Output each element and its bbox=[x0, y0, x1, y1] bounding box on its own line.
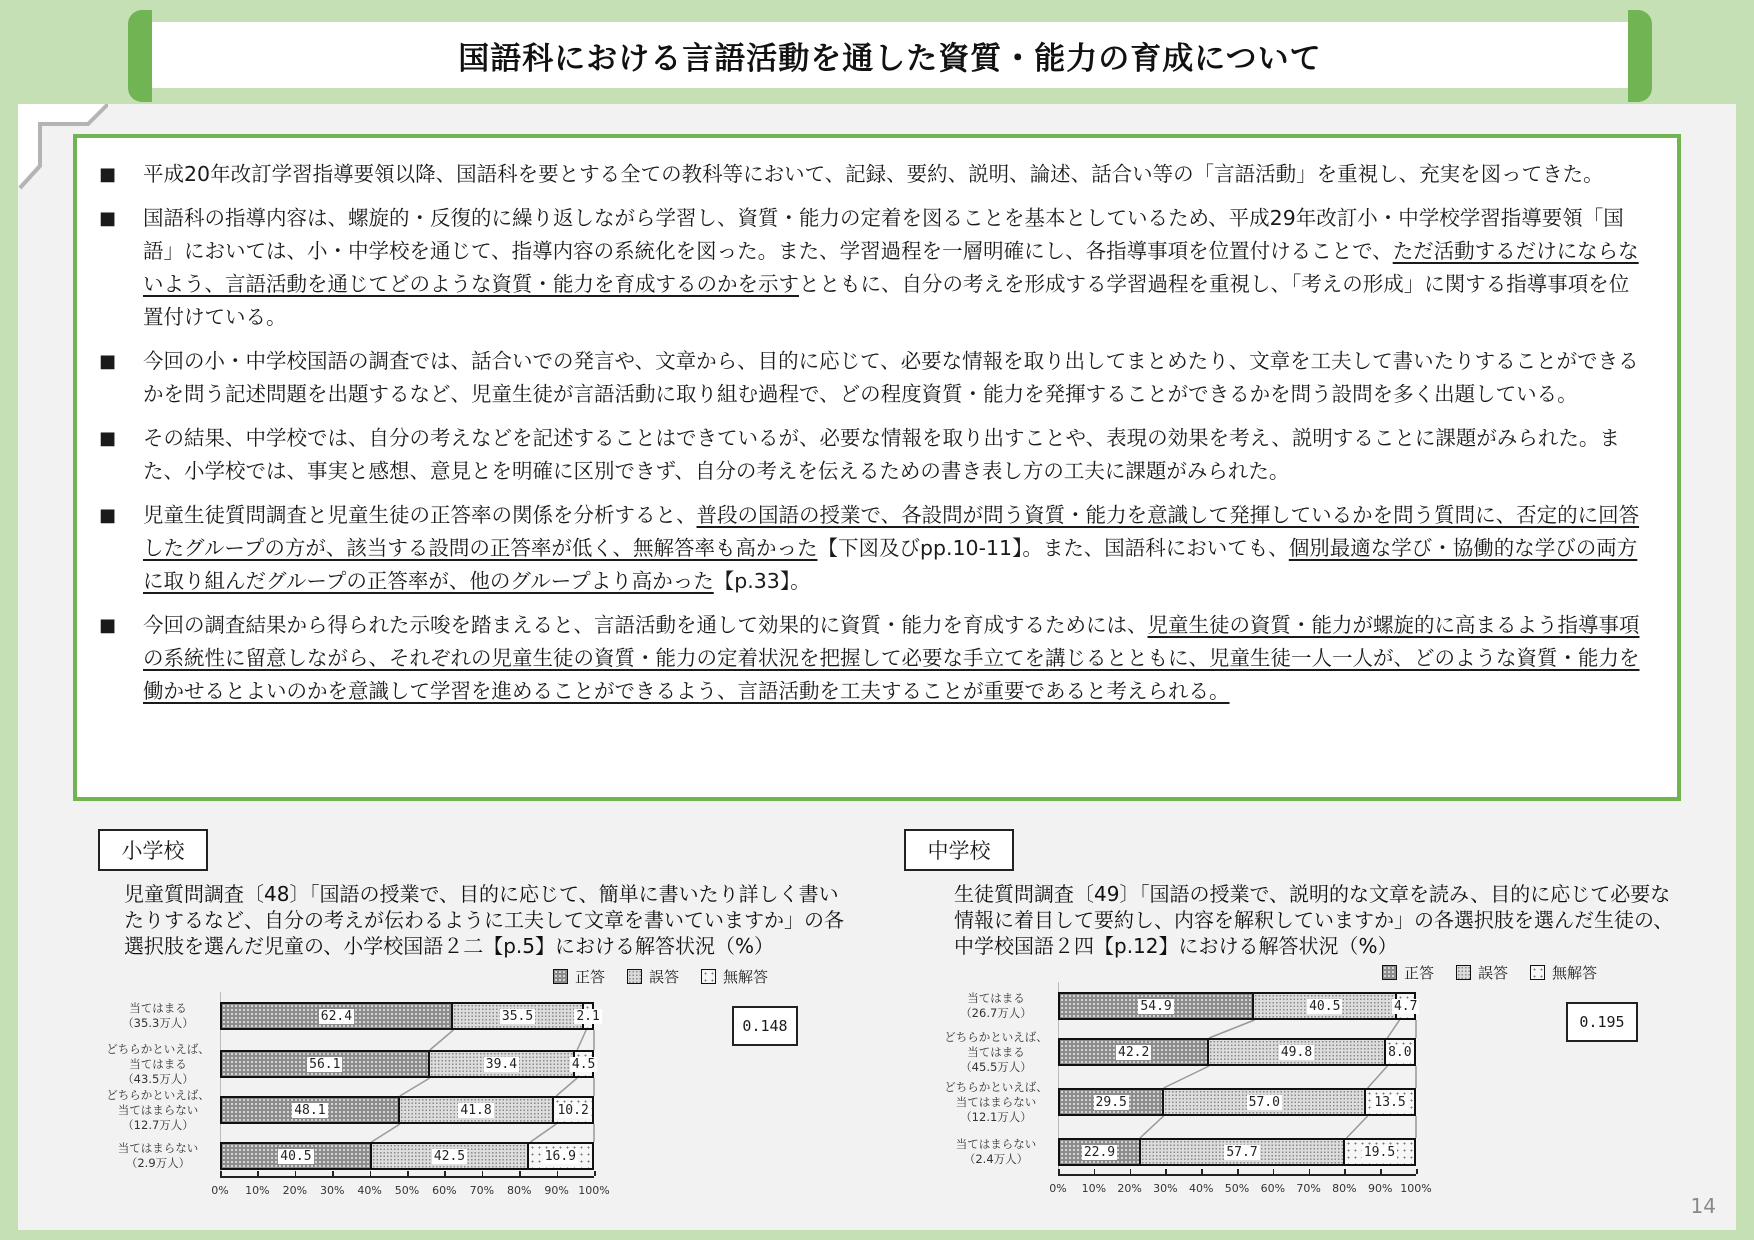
junior-caption: 生徒質問調査〔49〕「国語の授業で、説明的な文章を読み、目的に応じて必要な情報に着目して要約し、内容を解釈していますか」の各選択肢を選んだ生徒の、中学校国語２四【p.12】における解答状況（%） bbox=[954, 882, 1674, 958]
legend-label: 正答 bbox=[575, 968, 606, 986]
bar-segment-correct bbox=[1060, 1140, 1141, 1164]
bullet-text bbox=[143, 158, 1604, 191]
value-label: 42.5 bbox=[433, 1148, 466, 1164]
page-number: 14 bbox=[1690, 1194, 1716, 1218]
body-text: 【下図及びpp.10-11】。また、国語科においても、 bbox=[817, 536, 1289, 560]
body-text: 今回の小・中学校国語の調査では、話合いでの発言や、文章から、目的に応じて、必要な情報を取り出してまとめたり、文章を工夫して書いたりすることができるかを問う記述問題を出題するなど、児童生徒が言語活動に取り組む過程で、どの程度資質・能力を発揮することができるかを問う設問を多く出題している。 bbox=[143, 349, 1639, 406]
legend-correct bbox=[553, 966, 605, 987]
x-tick-label: 10% bbox=[245, 1184, 270, 1197]
value-label: 10.2 bbox=[557, 1102, 589, 1118]
category-label-line: （12.7万人） bbox=[122, 1117, 194, 1132]
stacked-bar bbox=[220, 1002, 600, 1030]
legend-label: 誤答 bbox=[649, 968, 680, 986]
value-label: 4.7 bbox=[1393, 998, 1418, 1014]
bullet-item bbox=[97, 422, 1643, 488]
x-tick bbox=[1309, 1169, 1311, 1174]
x-tick-label: 50% bbox=[394, 1184, 420, 1197]
x-tick-label: 0% bbox=[1049, 1182, 1067, 1195]
bullet-text bbox=[143, 499, 1643, 598]
category-label bbox=[936, 991, 1056, 1021]
elementary-label: 小学校 bbox=[98, 829, 208, 871]
stacked-bar bbox=[1058, 992, 1416, 1020]
x-tick bbox=[1416, 1169, 1418, 1174]
square-bullet-icon: ■ bbox=[99, 351, 117, 372]
body-text: とともに、自分の考えを形成する学習過程を重視し、「考えの形成」に関する指導事項を位置付けている。 bbox=[143, 272, 1630, 329]
category-label-line: 当てはまる bbox=[967, 1044, 1025, 1059]
category-label bbox=[98, 1042, 218, 1087]
stacked-bar bbox=[1058, 1038, 1416, 1066]
legend-label: 正答 bbox=[1404, 964, 1435, 982]
value-label: 22.9 bbox=[1083, 1144, 1116, 1160]
x-tick-label: 100% bbox=[578, 1184, 610, 1197]
category-label-line: （12.1万人） bbox=[960, 1109, 1032, 1124]
wrong-swatch-icon bbox=[627, 969, 642, 984]
x-tick-label: 60% bbox=[432, 1184, 457, 1197]
x-tick-label: 100% bbox=[1400, 1182, 1432, 1195]
category-label-line: どちらかといえば、 bbox=[944, 1079, 1048, 1094]
legend-wrong bbox=[627, 966, 679, 987]
x-tick bbox=[1380, 1169, 1382, 1174]
x-tick-label: 40% bbox=[357, 1184, 382, 1197]
elementary-correlation: 0.148 bbox=[732, 1006, 798, 1046]
bar-segment-none bbox=[1345, 1140, 1414, 1164]
square-bullet-icon: ■ bbox=[99, 615, 117, 636]
x-tick bbox=[1130, 1169, 1132, 1174]
x-tick bbox=[482, 1171, 484, 1176]
value-label: 56.1 bbox=[309, 1056, 341, 1072]
stacked-bar bbox=[1058, 1088, 1416, 1116]
bar-segment-correct bbox=[222, 1052, 430, 1076]
bar-segment-none bbox=[1366, 1090, 1414, 1114]
legend-label: 誤答 bbox=[1478, 964, 1509, 982]
x-tick bbox=[295, 1171, 297, 1176]
category-label bbox=[98, 1141, 218, 1171]
bar-segment-none bbox=[554, 1098, 592, 1122]
junior-label: 中学校 bbox=[904, 829, 1014, 871]
x-tick-label: 70% bbox=[469, 1184, 495, 1197]
category-label-line: （45.5万人） bbox=[960, 1059, 1032, 1074]
stacked-bar bbox=[220, 1050, 594, 1078]
bullet-item bbox=[97, 499, 1643, 598]
x-tick-label: 40% bbox=[1188, 1182, 1214, 1195]
category-label-line: どちらかといえば、 bbox=[106, 1087, 210, 1102]
x-tick bbox=[370, 1171, 372, 1176]
bullet-item bbox=[97, 202, 1643, 334]
x-tick bbox=[444, 1171, 446, 1176]
bar-segment-correct bbox=[1060, 1040, 1209, 1064]
category-label-line: どちらかといえば、 bbox=[944, 1029, 1048, 1044]
category-label-line: 当てはまらない bbox=[955, 1094, 1037, 1109]
square-bullet-icon: ■ bbox=[99, 208, 117, 229]
summary-box bbox=[73, 134, 1681, 801]
body-text: 国語科の指導内容は、螺旋的・反復的に繰り返しながら学習し、資質・能力の定着を図ることを基本としているため、平成29年改訂小・中学校学習指導要領「国語」においては、小・中学校を通じて、指導内容の系統化を図った。また、学習過程を一層明確にし、各指導事項を位置付けることで、 bbox=[143, 206, 1624, 263]
value-label: 29.5 bbox=[1095, 1094, 1127, 1110]
page-title: 国語科における言語活動を通した資質・能力の育成について bbox=[458, 40, 1322, 77]
x-tick bbox=[257, 1171, 259, 1176]
stacked-bar bbox=[220, 1096, 594, 1124]
title-bracket-right bbox=[1628, 10, 1652, 102]
value-label: 35.5 bbox=[501, 1008, 534, 1024]
x-tick-label: 80% bbox=[1332, 1182, 1357, 1195]
legend-label: 無解答 bbox=[723, 968, 769, 986]
body-text: 平成20年改訂学習指導要領以降、国語科を要とする全ての教科等において、記録、要約、説明、論述、話合い等の「言語活動」を重視し、充実を図ってきた。 bbox=[143, 162, 1604, 186]
stacked-bar bbox=[1058, 1138, 1416, 1166]
body-text: 【p.33】。 bbox=[713, 569, 811, 593]
bullet-text bbox=[143, 422, 1643, 488]
bar-segment-none bbox=[529, 1144, 592, 1168]
x-tick bbox=[1237, 1169, 1239, 1174]
x-axis-line bbox=[220, 1176, 594, 1178]
x-axis-line bbox=[1058, 1174, 1416, 1176]
category-label-line: 当てはまらない bbox=[955, 1137, 1037, 1151]
value-label: 57.7 bbox=[1226, 1144, 1258, 1160]
category-label-line: 当てはまらない bbox=[117, 1141, 199, 1155]
x-tick-label: 60% bbox=[1260, 1182, 1286, 1195]
category-label-line: （35.3万人） bbox=[122, 1016, 194, 1030]
title-bracket-left bbox=[128, 10, 152, 102]
stacked-bar bbox=[220, 1142, 594, 1170]
value-label: 49.8 bbox=[1280, 1044, 1313, 1060]
category-label-line: 当てはまる bbox=[967, 991, 1025, 1005]
x-tick bbox=[1201, 1169, 1203, 1174]
bar-segment-correct bbox=[222, 1098, 400, 1122]
x-tick-label: 90% bbox=[544, 1184, 569, 1197]
x-tick bbox=[332, 1171, 334, 1176]
category-label-line: （43.5万人） bbox=[122, 1071, 194, 1086]
bullet-text bbox=[143, 345, 1643, 411]
category-label-line: 当てはまらない bbox=[117, 1102, 199, 1117]
value-label: 2.1 bbox=[576, 1008, 600, 1024]
bar-segment-correct bbox=[1060, 1090, 1164, 1114]
bullet-item bbox=[97, 345, 1643, 411]
bullet-item bbox=[97, 158, 1643, 191]
category-label-line: （2.4万人） bbox=[963, 1152, 1029, 1166]
value-label: 40.5 bbox=[1309, 998, 1341, 1014]
bullet-text bbox=[143, 609, 1643, 708]
x-tick bbox=[594, 1171, 596, 1176]
bar-segment-correct bbox=[222, 1004, 453, 1028]
emphasis-text: 個別最適な学び・協働的な学びの両方に取り組んだグループの正答率が、他のグループより高かった bbox=[143, 536, 1638, 593]
x-tick-label: 30% bbox=[1153, 1182, 1178, 1195]
x-tick-label: 10% bbox=[1081, 1182, 1107, 1195]
x-tick-label: 50% bbox=[1224, 1182, 1250, 1195]
correct-swatch-icon bbox=[553, 969, 568, 984]
bar-segment-correct bbox=[222, 1144, 372, 1168]
x-tick bbox=[220, 1171, 222, 1176]
x-tick bbox=[1273, 1169, 1275, 1174]
x-tick-label: 90% bbox=[1367, 1182, 1393, 1195]
bar-segment-wrong bbox=[1164, 1090, 1366, 1114]
x-tick bbox=[1058, 1169, 1060, 1174]
x-tick bbox=[1344, 1169, 1346, 1174]
square-bullet-icon: ■ bbox=[99, 428, 117, 449]
bullet-text bbox=[143, 202, 1643, 334]
emphasis-text: 普段の国語の授業で、各設問が問う資質・能力を意識して発揮しているかを問う質問に、否定的に回答したグループの方が、該当する設問の正答率が低く、無解答率も高かった bbox=[143, 503, 1640, 560]
category-label bbox=[936, 1137, 1056, 1167]
x-tick bbox=[1094, 1169, 1096, 1174]
x-tick-label: 20% bbox=[1117, 1182, 1142, 1195]
slide-body bbox=[18, 104, 1736, 1230]
x-tick bbox=[557, 1171, 559, 1176]
body-text: その結果、中学校では、自分の考えなどを記述することはできているが、必要な情報を取り出すことや、表現の効果を考え、説明することに課題がみられた。また、小学校では、事実と感想、意見とを明確に区別できず、自分の考えを伝えるための書き表し方の工夫に課題がみられた。 bbox=[143, 426, 1620, 483]
body-text: 児童生徒質問調査と児童生徒の正答率の関係を分析すると、 bbox=[143, 503, 697, 527]
bullet-item bbox=[97, 609, 1643, 708]
category-label bbox=[98, 1088, 218, 1133]
bar-segment-none bbox=[571, 1052, 596, 1076]
value-label: 8.0 bbox=[1388, 1044, 1412, 1060]
value-label: 57.0 bbox=[1248, 1094, 1280, 1110]
category-label-line: 当てはまる bbox=[129, 1001, 187, 1015]
x-tick bbox=[407, 1171, 409, 1176]
category-label-line: どちらかといえば、 bbox=[106, 1041, 210, 1056]
category-label-line: （2.9万人） bbox=[125, 1156, 191, 1170]
legend-none bbox=[701, 966, 768, 987]
category-label-line: （26.7万人） bbox=[960, 1006, 1032, 1020]
square-bullet-icon: ■ bbox=[99, 164, 117, 185]
value-label: 39.4 bbox=[485, 1056, 518, 1072]
title-panel bbox=[152, 22, 1628, 88]
value-label: 42.2 bbox=[1118, 1044, 1150, 1060]
value-label: 4.5 bbox=[571, 1056, 596, 1072]
bar-segment-wrong bbox=[372, 1144, 529, 1168]
x-tick-label: 80% bbox=[506, 1184, 532, 1197]
bar-segment-wrong bbox=[1209, 1040, 1385, 1064]
wrong-swatch-icon bbox=[1456, 965, 1471, 980]
x-tick bbox=[519, 1171, 521, 1176]
category-label bbox=[936, 1030, 1056, 1075]
legend-none bbox=[1530, 962, 1597, 983]
bar-segment-none bbox=[1386, 1040, 1414, 1064]
category-label bbox=[98, 1001, 218, 1031]
junior-legend bbox=[1382, 962, 1597, 983]
value-label: 62.4 bbox=[320, 1008, 353, 1024]
value-label: 16.9 bbox=[544, 1148, 576, 1164]
legend-correct bbox=[1382, 962, 1434, 983]
category-label-line: 当てはまる bbox=[129, 1056, 187, 1071]
x-tick-label: 70% bbox=[1296, 1182, 1321, 1195]
bar-segment-correct bbox=[1060, 994, 1254, 1018]
none-swatch-icon bbox=[1530, 965, 1545, 980]
emphasis-text: 児童生徒の資質・能力が螺旋的に高まるよう指導事項の系統性に留意しながら、それぞれの児童生徒の資質・能力の定着状況を把握して必要な手立てを講じるとともに、児童生徒一人一人が、どのような資質・能力を働かせるとよいのかを意識して学習を進めることができるよう、言語活動を工夫することが重要であると考えられる。 bbox=[143, 613, 1640, 703]
bar-segment-none bbox=[576, 1004, 600, 1028]
x-tick-label: 30% bbox=[319, 1184, 345, 1197]
correct-swatch-icon bbox=[1382, 965, 1397, 980]
bar-segment-wrong bbox=[1254, 994, 1397, 1018]
x-tick-label: 20% bbox=[282, 1184, 308, 1197]
legend-wrong bbox=[1456, 962, 1508, 983]
bar-segment-wrong bbox=[453, 1004, 584, 1028]
value-label: 54.9 bbox=[1140, 998, 1172, 1014]
value-label: 13.5 bbox=[1374, 1094, 1406, 1110]
title-banner bbox=[128, 10, 1652, 102]
x-tick bbox=[1165, 1169, 1167, 1174]
category-label bbox=[936, 1080, 1056, 1125]
elementary-caption: 児童質問調査〔48〕「国語の授業で、目的に応じて、簡単に書いたり詳しく書いたりするなど、自分の考えが伝わるように工夫して文章を書いていますか」の各選択肢を選んだ児童の、小学校国語２二【p.5】における解答状況（%） bbox=[124, 882, 844, 958]
value-label: 48.1 bbox=[294, 1102, 326, 1118]
bar-segment-wrong bbox=[430, 1052, 576, 1076]
value-label: 40.5 bbox=[280, 1148, 312, 1164]
legend-label: 無解答 bbox=[1552, 964, 1598, 982]
bar-segment-wrong bbox=[1141, 1140, 1345, 1164]
elementary-legend bbox=[553, 966, 768, 987]
emphasis-text: ただ活動するだけにならないよう、言語活動を通じてどのような資質・能力を育成するのかを示す bbox=[143, 239, 1639, 296]
body-text: 今回の調査結果から得られた示唆を踏まえると、言語活動を通して効果的に資質・能力を育成するためには、 bbox=[143, 613, 1148, 637]
square-bullet-icon: ■ bbox=[99, 505, 117, 526]
none-swatch-icon bbox=[701, 969, 716, 984]
bar-segment-none bbox=[1393, 994, 1418, 1018]
junior-correlation: 0.195 bbox=[1566, 1002, 1638, 1042]
value-label: 19.5 bbox=[1363, 1144, 1396, 1160]
x-tick-label: 0% bbox=[211, 1184, 229, 1197]
value-label: 41.8 bbox=[460, 1102, 492, 1118]
bar-segment-wrong bbox=[400, 1098, 555, 1122]
